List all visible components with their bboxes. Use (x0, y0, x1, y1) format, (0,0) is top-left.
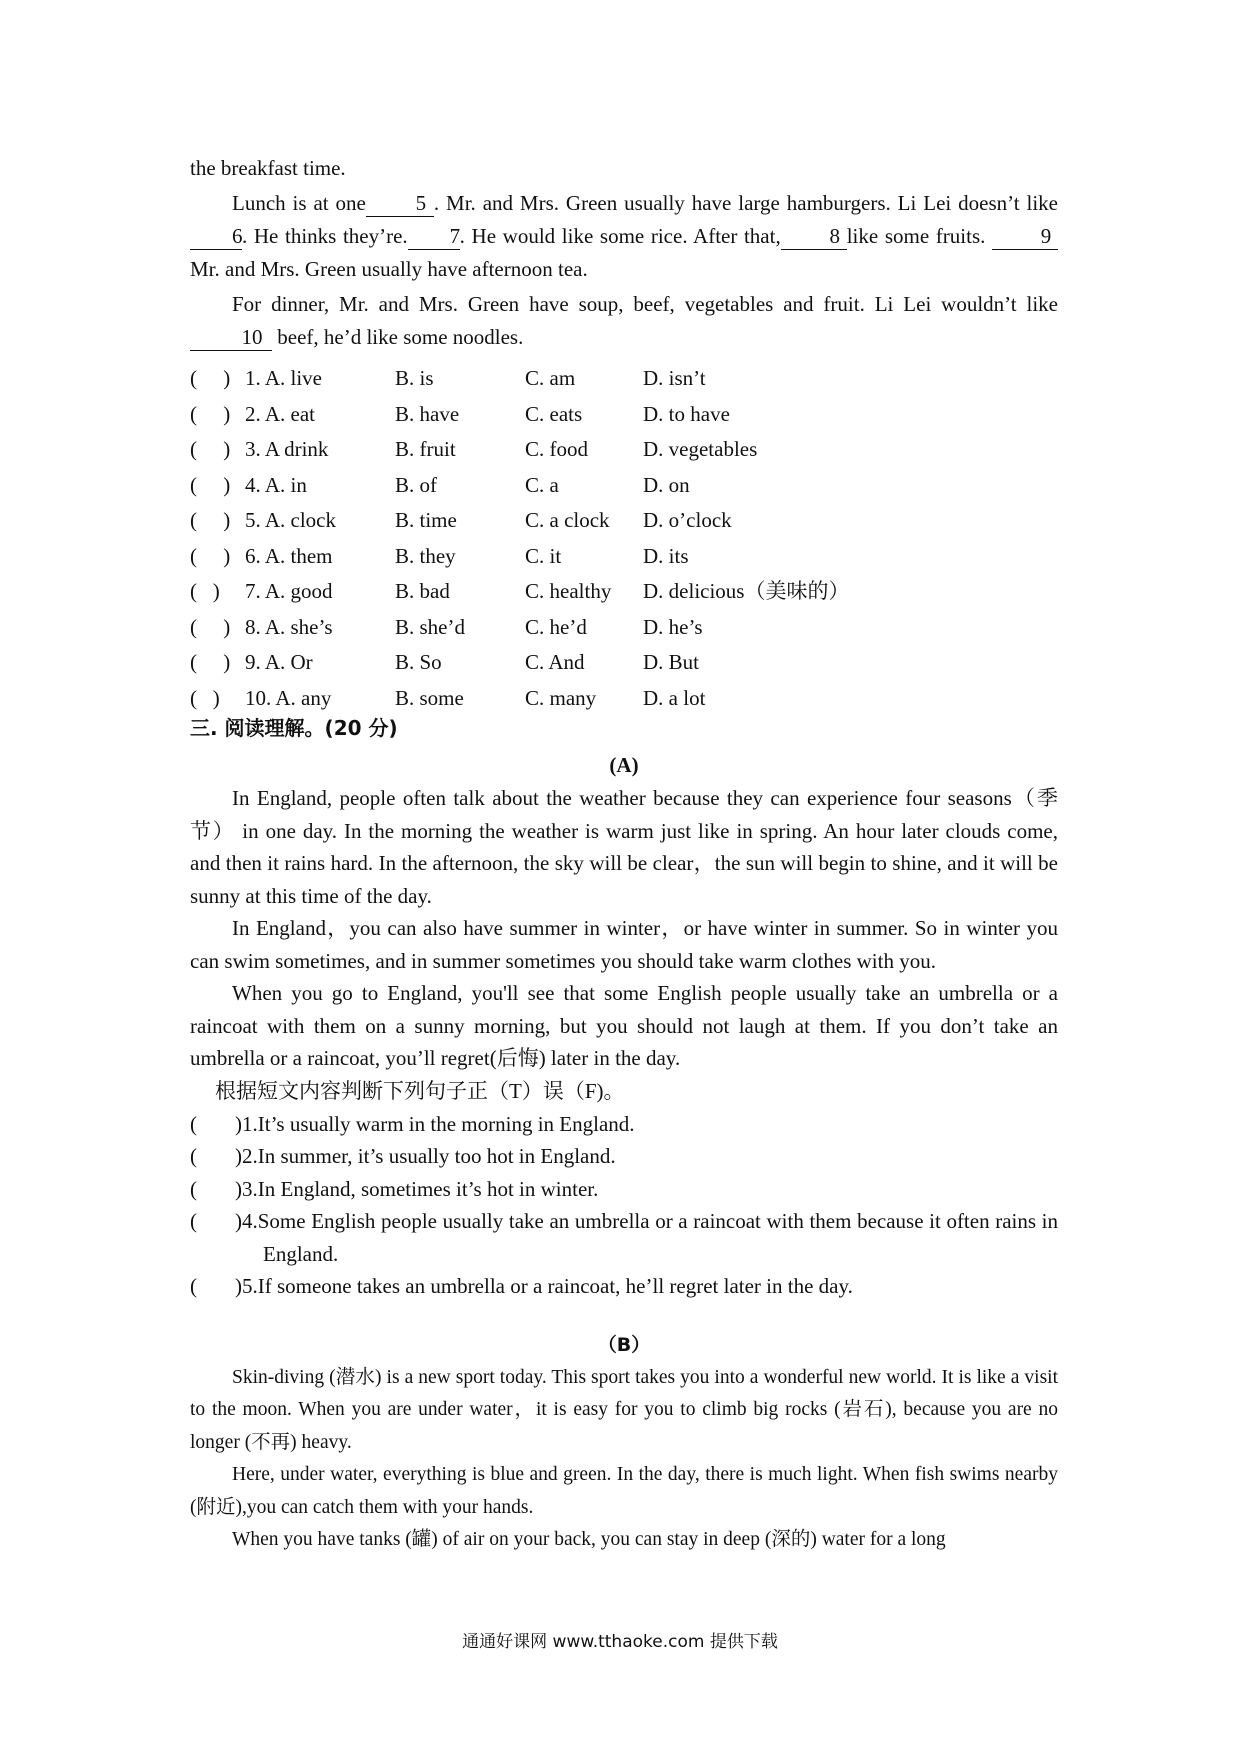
option-a: 3. A drink (245, 437, 329, 462)
option-b: B. some (395, 685, 464, 710)
paragraph: Skin-diving (潜水) is a new sport today. This sport takes you into a wonderful new world. It is like a visit to the moon. When you are under water，it is easy for you to climb big rocks (岩石), because you are no longer (不再) heavy. (190, 1366, 1058, 1453)
cloze-paragraph-2 (190, 187, 1058, 286)
paragraph: In England，you can also have summer in winter，or have winter in summer. So in winter you can swim sometimes, and in summer sometimes you should take warm clothes with you. (190, 916, 1058, 973)
option-b: B. have (395, 401, 460, 426)
tf-item (190, 1205, 1058, 1270)
text: . Mr. and Mrs. Green usually have large hamburgers. Li Lei doesn’t like (433, 191, 1058, 215)
passage-a (190, 782, 1058, 1075)
option-b: B. fruit (395, 437, 456, 462)
answer-paren[interactable]: ( ) (190, 614, 231, 639)
blank-9[interactable]: 9 (992, 223, 1058, 250)
answer-paren[interactable]: ( ) (190, 366, 231, 391)
option-d: D. he’s (643, 614, 703, 639)
paragraph: In England, people often talk about the weather because they can experience four seasons（季节） in one day. In the morning the weather is warm just like in spring. An hour later clouds come, and then it rains hard. In the afternoon, the sky will be clear，the sun will begin to shine, and it will be sunny at this time of the day. (190, 786, 1058, 908)
option-row (190, 361, 1058, 397)
option-c: C. a clock (525, 508, 610, 533)
answer-paren[interactable]: ( ) (190, 579, 220, 604)
option-a: 7. A. good (245, 579, 333, 604)
option-b: B. So (395, 650, 442, 675)
option-row (190, 645, 1058, 681)
option-a: 6. A. them (245, 543, 333, 568)
option-d: D. on (643, 472, 690, 497)
option-row (190, 681, 1058, 717)
answer-paren[interactable]: ( ) (190, 437, 231, 462)
option-d: D. its (643, 543, 689, 568)
tf-statement: )3.In England, sometimes it’s hot in winter. (235, 1176, 599, 1201)
option-a: 4. A. in (245, 472, 307, 497)
answer-paren[interactable]: ( ) (190, 401, 231, 426)
option-a: 10. A. any (245, 685, 332, 710)
option-a: 9. A. Or (245, 650, 313, 675)
tf-item (190, 1270, 1058, 1303)
answer-paren[interactable]: ( (190, 1144, 197, 1168)
answer-paren[interactable]: ( ) (190, 543, 231, 568)
text: Lunch is at one (232, 191, 366, 215)
passage-b (190, 1362, 1058, 1557)
tf-statement: )4.Some English people usually take an umbrella or a raincoat with them because it often rains in England. (235, 1209, 1058, 1266)
option-row (190, 432, 1058, 468)
answer-paren[interactable]: ( ) (190, 685, 220, 710)
option-d: D. isn’t (643, 366, 706, 391)
option-row (190, 468, 1058, 504)
passage-b-heading: （B） (597, 1333, 651, 1356)
option-d: D. o’clock (643, 508, 732, 533)
option-c: C. healthy (525, 579, 612, 604)
text: . He would like some rice. After that, (459, 224, 781, 248)
option-a: 1. A. live (245, 366, 322, 391)
page-footer: 通通好课网 www.tthaoke.com 提供下载 (462, 1632, 778, 1652)
section-title: 三. 阅读理解。(20 分) (190, 716, 398, 740)
blank-6[interactable]: 6 (190, 223, 242, 250)
tf-item (190, 1108, 1058, 1141)
text: beef, he’d like some noodles. (277, 325, 524, 349)
option-a: 2. A. eat (245, 401, 315, 426)
option-a: 5. A. clock (245, 508, 336, 533)
paragraph: When you go to England, you'll see that some English people usually take an umbrella or a raincoat with them on a sunny morning, but you should not laugh at them. If you don’t take an umbrella or a raincoat, you’ll regret(后悔) later in the day. (190, 981, 1058, 1070)
option-b: B. she’d (395, 614, 465, 639)
tf-statement: )2.In summer, it’s usually too hot in England. (235, 1144, 616, 1168)
passage-a-heading: (A) (609, 753, 639, 777)
answer-paren[interactable]: ( ) (190, 508, 231, 533)
option-row (190, 539, 1058, 575)
text: Mr. and Mrs. Green usually have afternoon tea. (190, 257, 588, 281)
option-d: D. vegetables (643, 437, 758, 462)
text: For dinner, Mr. and Mrs. Green have soup, beef, vegetables and fruit. Li Lei wouldn’t like (232, 292, 1058, 316)
answer-paren[interactable]: ( (190, 1274, 197, 1298)
tf-list (190, 1108, 1058, 1303)
cloze-line-top: the breakfast time. (190, 156, 346, 180)
option-c: C. am (525, 366, 576, 391)
tf-item (190, 1173, 1058, 1206)
paragraph: Here, under water, everything is blue and green. In the day, there is much light. When fish swims nearby (附近),you can catch them with your hands. (190, 1464, 1058, 1518)
option-c: C. a (525, 472, 559, 497)
blank-5[interactable]: 5 (366, 190, 434, 217)
option-b: B. is (395, 366, 434, 391)
option-d: D. delicious（美味的） (643, 579, 850, 604)
option-row (190, 610, 1058, 646)
answer-paren[interactable]: ( (190, 1176, 197, 1201)
option-row (190, 397, 1058, 433)
tf-statement: )5.If someone takes an umbrella or a raincoat, he’ll regret later in the day. (235, 1274, 853, 1298)
option-c: C. And (525, 650, 585, 675)
option-b: B. time (395, 508, 457, 533)
answer-paren[interactable]: ( (190, 1111, 197, 1136)
option-d: D. But (643, 650, 700, 675)
option-d: D. a lot (643, 685, 706, 710)
option-b: B. of (395, 472, 437, 497)
paragraph: When you have tanks (罐) of air on your back, you can stay in deep (深的) water for a long (232, 1529, 946, 1550)
answer-paren[interactable]: ( (190, 1209, 197, 1233)
option-b: B. they (395, 543, 456, 568)
cloze-passage (190, 152, 1058, 354)
cloze-paragraph-3 (190, 288, 1058, 354)
tf-item (190, 1140, 1058, 1173)
option-a: 8. A. she’s (245, 614, 333, 639)
blank-8[interactable]: 8 (781, 223, 847, 250)
text: . He thinks they’re. (242, 224, 408, 248)
option-b: B. bad (395, 579, 450, 604)
option-c: C. he’d (525, 614, 587, 639)
reading-section (190, 712, 1058, 1557)
option-d: D. to have (643, 401, 730, 426)
answer-paren[interactable]: ( ) (190, 472, 231, 497)
blank-10[interactable]: 10 (190, 324, 272, 351)
option-row (190, 574, 1058, 610)
blank-7[interactable]: 7 (408, 223, 460, 250)
cloze-options (190, 361, 1058, 716)
option-c: C. it (525, 543, 562, 568)
option-c: C. many (525, 685, 597, 710)
option-c: C. food (525, 437, 588, 462)
text: like some fruits. (846, 224, 986, 248)
tf-statement: )1.It’s usually warm in the morning in England. (235, 1111, 635, 1136)
option-c: C. eats (525, 401, 583, 426)
option-row (190, 503, 1058, 539)
tf-instruction: 根据短文内容判断下列句子正（T）误（F)。 (215, 1078, 625, 1103)
answer-paren[interactable]: ( ) (190, 650, 231, 675)
